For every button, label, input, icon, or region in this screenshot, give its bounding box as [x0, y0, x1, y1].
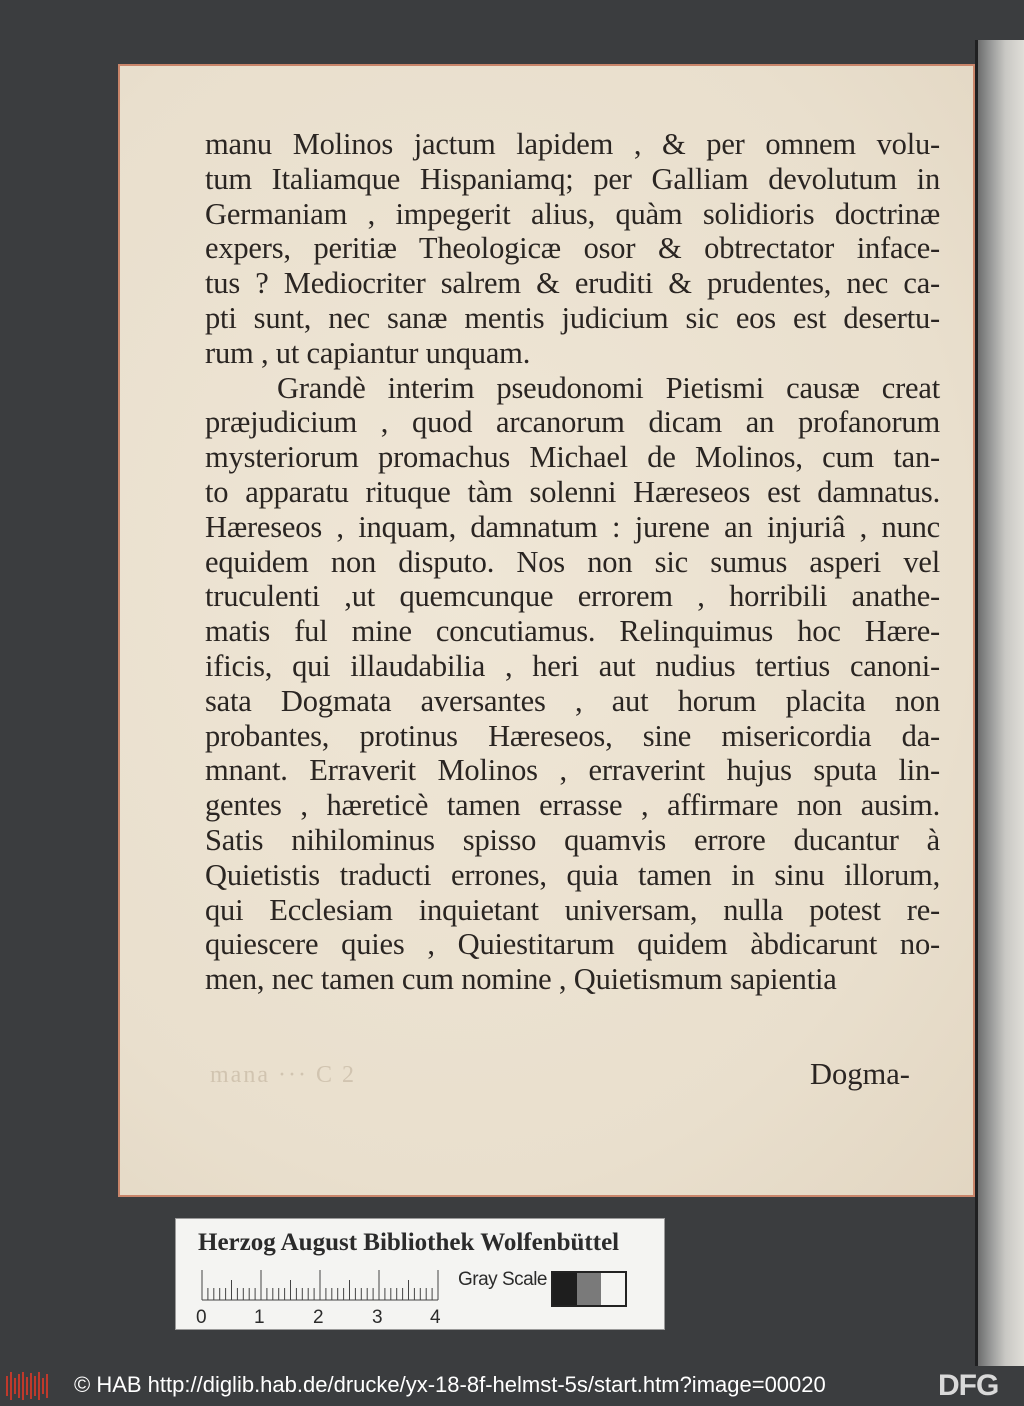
text-line: qui Ecclesiam inquietant universam, nulla potest re- — [205, 892, 940, 927]
ruler-number: 2 — [313, 1307, 324, 1328]
library-name: Herzog August Bibliothek Wolfenbüttel — [198, 1229, 620, 1256]
text-line: pti sunt, nec sanæ mentis judicium sic eos est desertu- — [205, 300, 940, 335]
ruler-scale — [200, 1267, 440, 1301]
text-line: mnant. Erraverit Molinos , erraverint hujus sputa lin- — [205, 753, 940, 788]
text-line: men, nec tamen cum nomine , Quietismum sapientia — [205, 962, 837, 997]
swatch-black — [553, 1273, 577, 1305]
catchword: Dogma- — [810, 1057, 910, 1091]
text-line: Quietistis traducti errones, quia tamen in sinu illorum, — [205, 857, 940, 892]
text-line: equidem non disputo. Nos non sic sumus asperi vel — [205, 544, 940, 579]
bleed-through-text: mana ··· C 2 — [210, 1062, 356, 1088]
text-line: probantes, protinus Hæreseos, sine misericordia da- — [205, 718, 940, 753]
text-line: manu Molinos jactum lapidem , & per omnem volu- — [205, 127, 940, 161]
swatch-white — [601, 1273, 625, 1305]
text-line: Satis nihilominus spisso quamvis errore ducantur à — [205, 822, 940, 857]
text-line: matis ful mine concutiamus. Relinquimus hoc Hære- — [205, 614, 940, 649]
text-line: Germaniam , impegerit alius, quàm solidioris doctrinæ — [205, 196, 940, 231]
text-line: quiescere quies , Quiestitarum quidem àbdicarunt no- — [205, 927, 940, 962]
text-line: rum , ut capiantur unquam. — [205, 335, 531, 370]
gray-scale-label: Gray Scale — [458, 1269, 547, 1290]
ruler-number: 1 — [254, 1307, 265, 1328]
book-edge — [978, 40, 1024, 1366]
page-body-text — [205, 127, 940, 997]
ruler-number: 4 — [430, 1307, 441, 1328]
color-calibration-bar — [175, 1218, 665, 1330]
text-line: ificis, qui illaudabilia , heri aut nudius tertius canoni- — [205, 648, 940, 683]
text-line: gentes , hæreticè tamen errasse , affirmare non ausim. — [205, 788, 940, 823]
text-line: tus ? Mediocriter salrem & eruditi & prudentes, nec ca- — [205, 266, 940, 301]
swatch-gray — [577, 1273, 601, 1305]
text-line: sata Dogmata aversantes , aut horum placita non — [205, 683, 940, 718]
dfg-logo: DFG — [938, 1369, 999, 1402]
text-line: truculenti ,ut quemcunque errorem , horribili anathe- — [205, 579, 940, 614]
text-line: præjudicium , quod arcanorum dicam an profanorum — [205, 405, 940, 440]
text-line: tum Italiamque Hispaniamq; per Galliam devolutum in — [205, 161, 940, 196]
footer-bar — [0, 1366, 1024, 1406]
text-line: Hæreseos , inquam, damnatum : jurene an injuriâ , nunc — [205, 509, 940, 544]
text-line: expers, peritiæ Theologicæ osor & obtrectator inface- — [205, 231, 940, 266]
ruler-number: 0 — [196, 1307, 207, 1328]
text-line: to apparatu rituque tàm solenni Hæreseos est damnatus. — [205, 474, 940, 509]
source-url[interactable]: © HAB http://diglib.hab.de/drucke/yx-18-8f-helmst-5s/start.htm?image=00020 — [74, 1372, 826, 1397]
text-line: mysteriorum promachus Michael de Molinos, cum tan- — [205, 440, 940, 475]
ruler-number: 3 — [372, 1307, 383, 1328]
gray-swatches — [551, 1271, 627, 1307]
barcode-icon — [6, 1372, 48, 1400]
text-line: Grandè interim pseudonomi Pietismi causæ creat — [277, 370, 940, 405]
